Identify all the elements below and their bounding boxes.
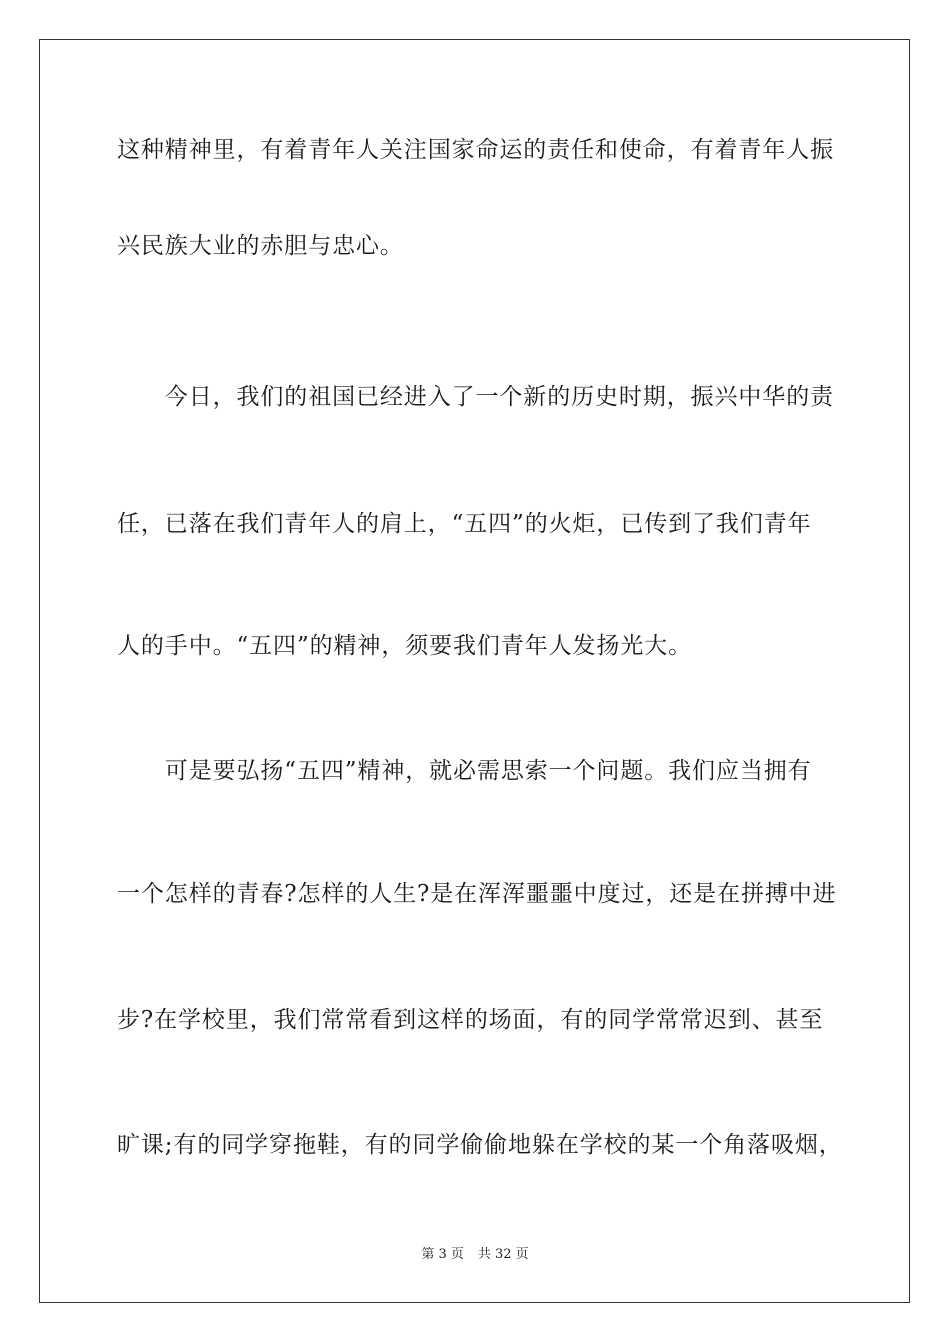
page-number: 第 3 页 xyxy=(421,1247,464,1262)
text-line: 今日，我们的祖国已经进入了一个新的历史时期，振兴中华的责 xyxy=(117,384,834,410)
text-line: 任，已落在我们青年人的肩上，“五四”的火炬，已传到了我们青年 xyxy=(117,511,812,537)
page-footer xyxy=(0,1246,950,1264)
text-line: 步?在学校里，我们常常看到这样的场面，有的同学常常迟到、甚至 xyxy=(117,1007,824,1033)
text-line: 一个怎样的青春?怎样的人生?是在浑浑噩噩中度过，还是在拼搏中进 xyxy=(117,881,837,907)
text-line: 人的手中。“五四”的精神，须要我们青年人发扬光大。 xyxy=(117,633,693,659)
text-line: 可是要弘扬“五四”精神，就必需思索一个问题。我们应当拥有 xyxy=(117,758,812,784)
page-total: 共 32 页 xyxy=(477,1247,529,1262)
page-border xyxy=(39,39,910,1303)
text-line: 兴民族大业的赤胆与忠心。 xyxy=(117,233,404,259)
text-line: 旷课;有的同学穿拖鞋，有的同学偷偷地躲在学校的某一个角落吸烟， xyxy=(117,1132,843,1158)
text-line: 这种精神里，有着青年人关注国家命运的责任和使命，有着青年人振 xyxy=(117,137,834,163)
